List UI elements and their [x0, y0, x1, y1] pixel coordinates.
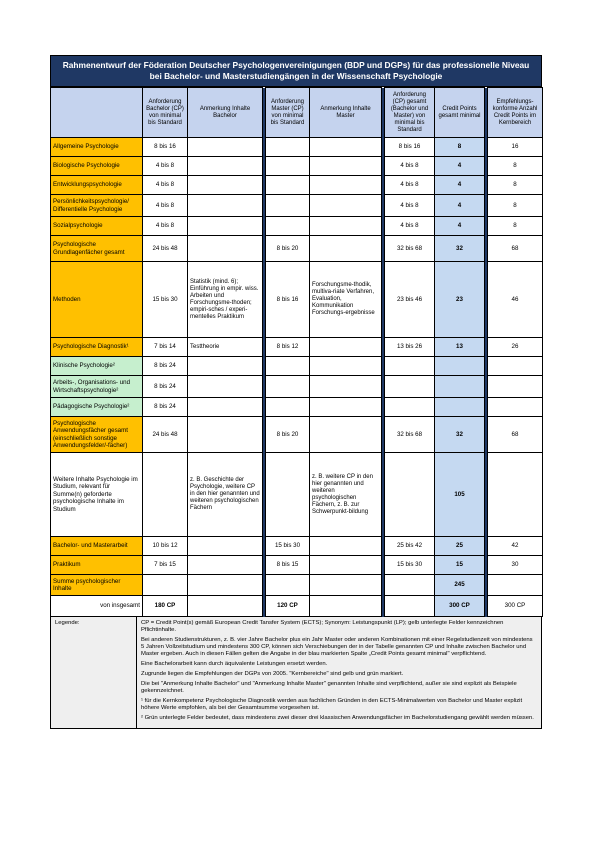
- cell-note-bachelor: [188, 417, 263, 453]
- document-title: Rahmenentwurf der Föderation Deutscher Psychologenvereinigungen (BDP und DGPs) für das professionelle Niveau bei Bachelor- und Masterstudiengängen in der Wissenschaft Psychologie: [50, 55, 542, 87]
- row-label: Pädagogische Psychologie²: [51, 398, 143, 417]
- cell-cp-total: 13: [435, 338, 485, 357]
- cell-note-bachelor: [188, 398, 263, 417]
- cell-req-bachelor: 24 bis 48: [143, 236, 188, 262]
- cell-recommended: [488, 357, 543, 376]
- cell-req-master: 8 bis 20: [266, 417, 310, 453]
- cell-req-bachelor: 15 bis 30: [143, 262, 188, 338]
- row-label: Weitere Inhalte Psychologie im Studium, relevant für Summe(n) geforderte psychologische Inhalte im Studium: [51, 453, 143, 537]
- cell-req-master: 8 bis 20: [266, 236, 310, 262]
- header-req-total: Anforderung (CP) gesamt (Bachelor und Master) von minimal bis Standard: [385, 88, 435, 138]
- header-req-master: Anforderung Master (CP) von minimal bis Standard: [266, 88, 310, 138]
- row-label: Biologische Psychologie: [51, 157, 143, 176]
- cell-req-bachelor: 7 bis 15: [143, 556, 188, 575]
- cell-note-bachelor: [188, 195, 263, 217]
- cell-req-bachelor: 8 bis 24: [143, 376, 188, 398]
- cell-note-master: [310, 195, 382, 217]
- cell-note-bachelor: [188, 575, 263, 596]
- table-row: [51, 176, 543, 195]
- cell-cp-total: [435, 398, 485, 417]
- cell-req-total: 13 bis 26: [385, 338, 435, 357]
- cell-note-master: [310, 537, 382, 556]
- cell-recommended: 16: [488, 138, 543, 157]
- row-label: Arbeits-, Organisations- und Wirtschaftspsychologie²: [51, 376, 143, 398]
- table-row: [51, 453, 543, 537]
- cell-note-master: [310, 357, 382, 376]
- cell-note-bachelor: [188, 217, 263, 236]
- row-label: Psychologische Grundlagenfächer gesamt: [51, 236, 143, 262]
- cell-req-bachelor: 24 bis 48: [143, 417, 188, 453]
- cell-note-master: [310, 376, 382, 398]
- table-row: [51, 338, 543, 357]
- cell-req-total: [385, 575, 435, 596]
- table-row: [51, 575, 543, 596]
- cell-note-bachelor: [188, 357, 263, 376]
- legend-paragraph: Eine Bachelorarbeit kann durch äquivalente Leistungen ersetzt werden.: [141, 661, 328, 667]
- cell-cp-total: 300 CP: [435, 596, 485, 617]
- cell-recommended: 68: [488, 236, 543, 262]
- cell-req-master: [266, 398, 310, 417]
- table-row: [51, 596, 543, 617]
- legend-text: [137, 617, 541, 728]
- cell-note-bachelor: [188, 556, 263, 575]
- header-cp-total: Credit Points gesamt minimal: [435, 88, 485, 138]
- cell-note-master: [310, 176, 382, 195]
- cell-req-bachelor: [143, 453, 188, 537]
- cell-req-total: [385, 357, 435, 376]
- cell-cp-total: 15: [435, 556, 485, 575]
- cell-req-total: 25 bis 42: [385, 537, 435, 556]
- legend-paragraph: Die bei "Anmerkung Inhalte Bachelor" und "Anmerkung Inhalte Master" genannten Inhalte sind verpflichtend, außer sie sind explizit als Beispiele gekennzeichnet.: [141, 681, 517, 694]
- cell-req-total: 4 bis 8: [385, 176, 435, 195]
- cell-req-bachelor: 180 CP: [143, 596, 188, 617]
- table-row: [51, 217, 543, 236]
- cell-req-master: 8 bis 16: [266, 262, 310, 338]
- cell-cp-total: [435, 376, 485, 398]
- cell-req-master: 8 bis 15: [266, 556, 310, 575]
- cell-note-master: [310, 575, 382, 596]
- table-row: [51, 138, 543, 157]
- cell-note-bachelor: [188, 376, 263, 398]
- cell-req-bachelor: 7 bis 14: [143, 338, 188, 357]
- cell-recommended: 68: [488, 417, 543, 453]
- row-label: von insgesamt: [51, 596, 143, 617]
- cell-note-bachelor: Statistik (mind. 6); Einführung in empir. wiss. Arbeiten und Forschungsme-thoden; empiri-sches / experi-mentelles Praktikum: [188, 262, 263, 338]
- cell-recommended: [488, 575, 543, 596]
- cell-note-bachelor: [188, 138, 263, 157]
- cell-recommended: 8: [488, 157, 543, 176]
- cell-req-bachelor: [143, 575, 188, 596]
- cell-cp-total: 245: [435, 575, 485, 596]
- cell-req-master: [266, 195, 310, 217]
- cell-note-master: [310, 217, 382, 236]
- cell-req-bachelor: 8 bis 24: [143, 357, 188, 376]
- cell-note-master: [310, 338, 382, 357]
- cell-req-total: 4 bis 8: [385, 217, 435, 236]
- cell-note-master: [310, 596, 382, 617]
- cell-req-total: [385, 596, 435, 617]
- cell-req-total: [385, 376, 435, 398]
- cell-note-master: Forschungsme-thodik, multiva-riate Verfahren, Evaluation, Kommunikation Forschungs-ergebnisse: [310, 262, 382, 338]
- cell-recommended: 42: [488, 537, 543, 556]
- cell-cp-total: 4: [435, 157, 485, 176]
- header-recommended: Empfehlungs-konforme Anzahl Credit Points im Kernbereich: [488, 88, 543, 138]
- table-row: [51, 236, 543, 262]
- cell-cp-total: [435, 357, 485, 376]
- cell-req-bachelor: 8 bis 16: [143, 138, 188, 157]
- document-sheet: [50, 55, 542, 729]
- legend-paragraph: ¹ für die Kernkompetenz Psychologische Diagnostik werden aus fachlichen Gründen in den ECTS-Minimalwerten von Bachelor und Master explizit höhere Werte empfohlen, als bei der Gesamtsumme vorgesehen ist.: [141, 698, 523, 711]
- cell-note-bachelor: [188, 176, 263, 195]
- cell-req-total: 4 bis 8: [385, 157, 435, 176]
- cell-req-master: [266, 138, 310, 157]
- row-label: Methoden: [51, 262, 143, 338]
- cell-note-bachelor: [188, 236, 263, 262]
- table-row: [51, 157, 543, 176]
- table-row: [51, 556, 543, 575]
- cell-note-master: [310, 138, 382, 157]
- cell-recommended: 30: [488, 556, 543, 575]
- cell-cp-total: 32: [435, 236, 485, 262]
- cell-cp-total: 4: [435, 217, 485, 236]
- cell-cp-total: 105: [435, 453, 485, 537]
- cell-req-bachelor: 10 bis 12: [143, 537, 188, 556]
- row-label: Sozialpsychologie: [51, 217, 143, 236]
- legend-paragraph: Zugrunde liegen die Empfehlungen der DGPs von 2005. "Kernbereiche" sind gelb und grün markiert.: [141, 671, 404, 677]
- cell-recommended: 8: [488, 195, 543, 217]
- legend-paragraph: ² Grün unterlegte Felder bedeutet, dass mindestens zwei dieser drei klassischen Anwendungsfächer im Bachelorstudiengang gewählt werden müssen.: [141, 715, 534, 721]
- cell-note-bachelor: [188, 157, 263, 176]
- row-label: Persönlichkeitspsychologie/ Differentielle Psychologie: [51, 195, 143, 217]
- cell-note-bachelor: [188, 596, 263, 617]
- cell-req-bachelor: 8 bis 24: [143, 398, 188, 417]
- cell-recommended: 8: [488, 217, 543, 236]
- cell-req-bachelor: 4 bis 8: [143, 195, 188, 217]
- legend: [50, 617, 542, 729]
- cell-req-master: 15 bis 30: [266, 537, 310, 556]
- table-row: [51, 398, 543, 417]
- row-label: Klinische Psychologie²: [51, 357, 143, 376]
- cell-req-bachelor: 4 bis 8: [143, 157, 188, 176]
- table-row: [51, 537, 543, 556]
- header-req-bachelor: Anforderung Bachelor (CP) von minimal bis Standard: [143, 88, 188, 138]
- table-row: [51, 195, 543, 217]
- cell-note-master: [310, 236, 382, 262]
- header-row: [51, 88, 543, 138]
- cell-note-master: [310, 417, 382, 453]
- cell-note-master: [310, 556, 382, 575]
- cell-cp-total: 25: [435, 537, 485, 556]
- table-row: [51, 357, 543, 376]
- cell-note-bachelor: z. B. Geschichte der Psychologie, weitere CP in den hier genannten und weiteren psychologischen Fächern: [188, 453, 263, 537]
- cell-note-master: [310, 398, 382, 417]
- header-note-master: Anmerkung Inhalte Master: [310, 88, 382, 138]
- legend-paragraph: CP = Credit Point(s) gemäß European Credit Tansfer System (ECTS); Synonym: Leistungspunkt (LP); gelb unterlegte Felder kennzeichnen Pflichtinhalte.: [141, 620, 504, 633]
- cell-req-master: [266, 376, 310, 398]
- cell-recommended: 26: [488, 338, 543, 357]
- cell-note-master: z. B. weitere CP in den hier genannten und weiteren psychologischen Fächern, z. B. zur Schwerpunkt-bildung: [310, 453, 382, 537]
- cell-req-master: [266, 575, 310, 596]
- cell-recommended: [488, 453, 543, 537]
- cell-note-master: [310, 157, 382, 176]
- cell-recommended: [488, 376, 543, 398]
- cell-req-master: 8 bis 12: [266, 338, 310, 357]
- header-note-bachelor: Anmerkung Inhalte Bachelor: [188, 88, 263, 138]
- cell-req-master: [266, 217, 310, 236]
- cell-note-bachelor: [188, 537, 263, 556]
- row-label: Entwicklungspsychologie: [51, 176, 143, 195]
- cell-req-master: 120 CP: [266, 596, 310, 617]
- row-label: Summe psychologischer Inhalte: [51, 575, 143, 596]
- cell-req-master: [266, 453, 310, 537]
- cell-req-total: 23 bis 46: [385, 262, 435, 338]
- cell-cp-total: 32: [435, 417, 485, 453]
- cell-cp-total: 8: [435, 138, 485, 157]
- credit-table: [50, 87, 543, 617]
- cell-req-master: [266, 357, 310, 376]
- row-label: Bachelor- und Masterarbeit: [51, 537, 143, 556]
- cell-req-bachelor: 4 bis 8: [143, 217, 188, 236]
- cell-recommended: [488, 398, 543, 417]
- cell-req-total: [385, 398, 435, 417]
- cell-req-total: 15 bis 30: [385, 556, 435, 575]
- cell-cp-total: 23: [435, 262, 485, 338]
- cell-recommended: 8: [488, 176, 543, 195]
- cell-recommended: 300 CP: [488, 596, 543, 617]
- cell-req-master: [266, 176, 310, 195]
- cell-req-total: 8 bis 16: [385, 138, 435, 157]
- cell-req-total: 32 bis 68: [385, 417, 435, 453]
- cell-req-total: 4 bis 8: [385, 195, 435, 217]
- cell-req-total: [385, 453, 435, 537]
- cell-note-bachelor: Testtheorie: [188, 338, 263, 357]
- cell-cp-total: 4: [435, 195, 485, 217]
- legend-label: Legende:: [51, 617, 137, 728]
- header-blank: [51, 88, 143, 138]
- row-label: Allgemeine Psychologie: [51, 138, 143, 157]
- legend-paragraph: Bei anderen Studienstrukturen, z. B. vier Jahre Bachelor plus ein Jahr Master oder anderen Kombinationen mit einer Regelstudienzeit von mindestens 5 Jahren Vollzeitstudium und mindestens 300 CP, können sich Verschiebungen der in der Tabelle genannten CP und Inhalte zwischen Bachelor und Master ergeben. Auch in diesen Fällen gelten die Angabe in der blau markierten Spalte „Credit Points gesamt minimal" verpflichtend.: [141, 637, 533, 657]
- cell-cp-total: 4: [435, 176, 485, 195]
- table-row: [51, 262, 543, 338]
- table-row: [51, 376, 543, 398]
- cell-recommended: 46: [488, 262, 543, 338]
- row-label: Psychologische Diagnostik¹: [51, 338, 143, 357]
- cell-req-bachelor: 4 bis 8: [143, 176, 188, 195]
- table-row: [51, 417, 543, 453]
- cell-req-master: [266, 157, 310, 176]
- cell-req-total: 32 bis 68: [385, 236, 435, 262]
- row-label: Psychologische Anwendungsfächer gesamt (einschließlich sonstige Anwendungsfelder/-fächer): [51, 417, 143, 453]
- row-label: Praktikum: [51, 556, 143, 575]
